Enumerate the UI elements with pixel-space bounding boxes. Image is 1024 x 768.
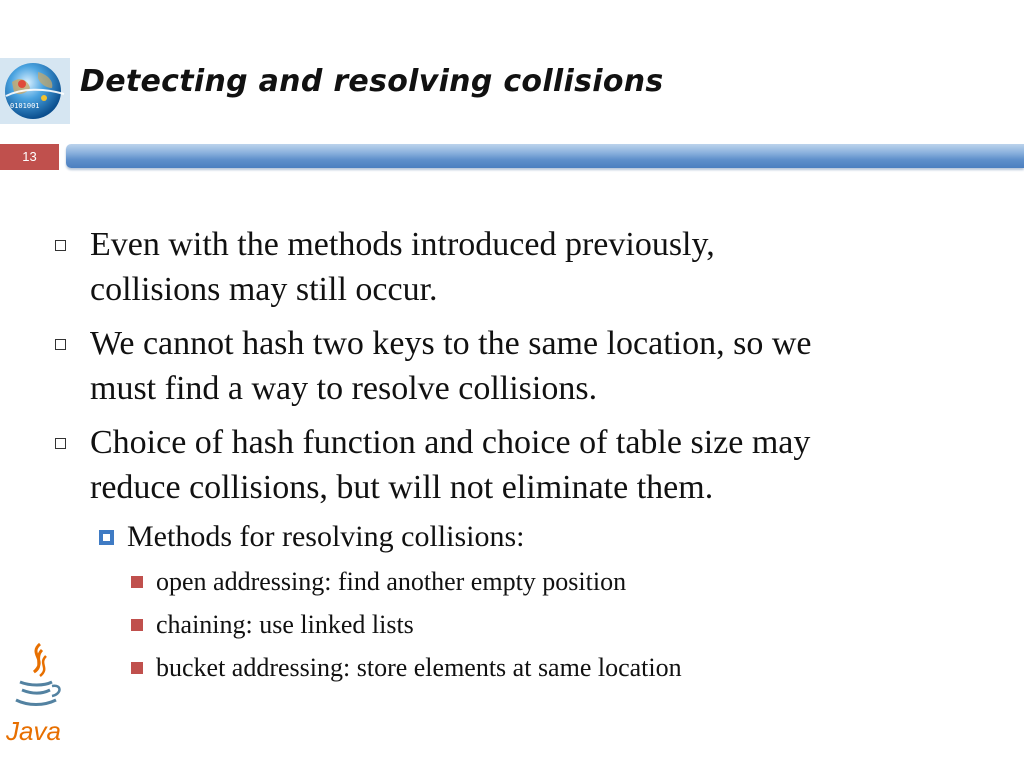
hollow-square-bullet-icon <box>55 339 66 350</box>
slide-title: Detecting and resolving collisions <box>80 64 664 99</box>
globe-logo-icon <box>0 58 70 124</box>
red-square-bullet-icon <box>131 662 143 674</box>
bullet-line: must find a way to resolve collisions. <box>90 370 598 407</box>
bullet-item <box>90 222 990 312</box>
bullet-line: bucket addressing: store elements at same location <box>156 653 682 682</box>
java-logo-text: Java <box>6 716 61 746</box>
sub-sub-bullet-item <box>156 652 996 684</box>
bullet-line: reduce collisions, but will not eliminate them. <box>90 469 714 506</box>
bullet-line: chaining: use linked lists <box>156 610 414 639</box>
bullet-line: Methods for resolving collisions: <box>127 520 525 553</box>
java-logo-icon <box>4 640 68 748</box>
sub-bullet-item <box>127 519 987 555</box>
red-square-bullet-icon <box>131 576 143 588</box>
bullet-item <box>90 420 990 510</box>
bullet-line: collisions may still occur. <box>90 271 438 308</box>
blue-square-bullet-icon <box>99 530 114 545</box>
svg-text:0101001: 0101001 <box>10 102 40 110</box>
bullet-line: open addressing: find another empty position <box>156 567 627 596</box>
slide-number-badge: 13 <box>0 144 59 170</box>
sub-sub-bullet-item <box>156 566 996 598</box>
red-square-bullet-icon <box>131 619 143 631</box>
title-underline-bar <box>66 144 1024 168</box>
sub-sub-bullet-item <box>156 609 996 641</box>
bullet-line: Choice of hash function and choice of table size may <box>90 424 811 461</box>
hollow-square-bullet-icon <box>55 240 66 251</box>
bullet-item <box>90 321 990 411</box>
bullet-line: Even with the methods introduced previously, <box>90 226 715 263</box>
bullet-line: We cannot hash two keys to the same location, so we <box>90 325 812 362</box>
hollow-square-bullet-icon <box>55 438 66 449</box>
